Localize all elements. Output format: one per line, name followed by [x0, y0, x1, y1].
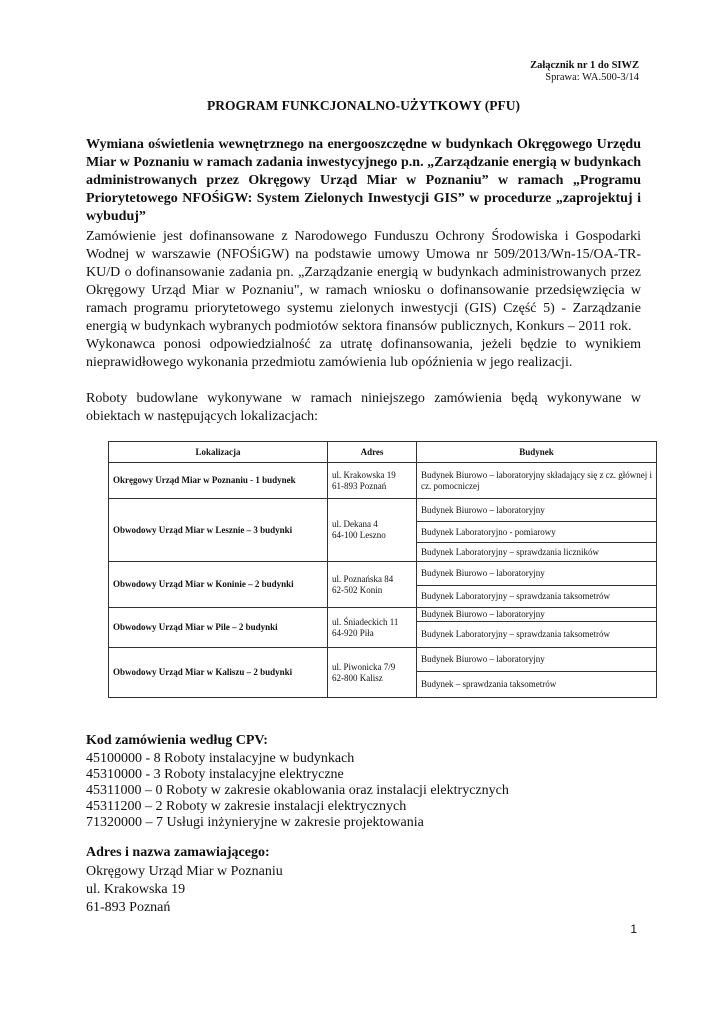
locations-intro-paragraph: Roboty budowlane wykonywane w ramach niniejszego zamówienia będą wykonywane w obiektach w następujących lokalizacjach:: [86, 391, 641, 424]
building-cell: Budynek Laboratoryjny – sprawdzania liczników: [417, 543, 657, 562]
address-city: 64-920 Piła: [332, 627, 374, 638]
liability-paragraph: Wykonawca ponosi odpowiedzialność za utratę dofinansowania, jeżeli będzie to wynikiem nieprawidłowego wykonania przedmiotu zamówienia lub opóźnienia w jego realizacji.: [86, 337, 641, 370]
table-row: [109, 648, 657, 672]
case-number: Sprawa: WA.500-3/14: [545, 72, 639, 83]
address-street: ul. Piwonicka 7/9: [332, 661, 396, 672]
document-title: PROGRAM FUNKCJONALNO-UŻYTKOWY (PFU): [207, 98, 520, 113]
address-city: 64-100 Leszno: [332, 530, 386, 540]
table-row: [109, 562, 657, 586]
orderer-title: Adres i nazwa zamawiającego:: [86, 845, 270, 860]
table-header-row: [109, 442, 657, 463]
building-cell: Budynek Biurowo – laboratoryjny składający się z cz. głównej i cz. pomocniczej: [417, 463, 657, 499]
header-building: Budynek: [417, 442, 657, 463]
address-street: ul. Krakowska 19: [332, 469, 396, 480]
address-city: 61-893 Poznań: [332, 480, 387, 491]
cpv-code: 71320000 – 7 Usługi inżynieryjne w zakresie projektowania: [86, 815, 424, 830]
address-street: ul. Dekana 4: [332, 519, 378, 529]
address-city: 62-800 Kalisz: [332, 672, 383, 683]
address-cell: [328, 648, 417, 698]
header-location: Lokalizacja: [109, 442, 328, 463]
building-cell: Budynek Biurowo – laboratoryjny: [417, 648, 657, 672]
address-city: 62-502 Konin: [332, 584, 383, 595]
address-street: ul. Poznańska 84: [332, 573, 394, 584]
orderer-street: ul. Krakowska 19: [86, 882, 186, 897]
address-street: ul. Śniadeckich 11: [332, 616, 399, 627]
address-cell: [328, 499, 417, 562]
cpv-title: Kod zamówienia według CPV:: [86, 733, 268, 748]
address-cell: [328, 463, 417, 499]
table-row: [109, 499, 657, 522]
location-cell: Obwodowy Urząd Miar w Kaliszu – 2 budynki: [109, 648, 328, 698]
funding-paragraph: Zamówienie jest dofinansowane z Narodowego Funduszu Ochrony Środowiska i Gospodarki Wodnej w warszawie (NFOŚiGW) na podstawie umowy Umowa nr 509/2013/Wn-15/OA-TR-KU/D o dofinansowanie zadania pn. „Zarządzanie energią w budynkach administrowanych przez Okręgowy Urząd Miar w Poznaniu", w ramach wniosku o dofinansowanie przedsięwzięcia w ramach programu priorytetowego systemu zielonych inwestycji (GIS) Część 5) - Zarządzanie energią w budynkach wybranych podmiotów sektora finansów publicznych, Konkurs – 2011 rok.: [86, 229, 641, 334]
building-cell: Budynek Laboratoryjny – sprawdzania taksometrów: [417, 586, 657, 608]
orderer-city: 61-893 Poznań: [86, 900, 171, 915]
orderer-address: [86, 863, 283, 917]
address-cell: [328, 608, 417, 648]
lead-paragraph: Wymiana oświetlenia wewnętrznego na energooszczędne w budynkach Okręgowego Urzędu Miar w Poznaniu w ramach zadania inwestycyjnego p.n. „Zarządzanie energią w budynkach administrowanych przez Okręgowy Urząd Miar w Poznaniu” w ramach „Programu Priorytetowego NFOŚiGW: System Zielonych Inwestycji GIS” w procedurze „zaprojektuj i wybuduj”: [86, 137, 641, 224]
building-cell: Budynek Biurowo – laboratoryjny: [417, 499, 657, 522]
location-cell: Okręgowy Urząd Miar w Poznaniu - 1 budynek: [109, 463, 328, 499]
locations-table: [108, 441, 657, 698]
table-row: [109, 608, 657, 622]
header-address: Adres: [328, 442, 417, 463]
location-cell: Obwodowy Urząd Miar w Pile – 2 budynki: [109, 608, 328, 648]
table-row: [109, 463, 657, 499]
orderer-name: Okręgowy Urząd Miar w Poznaniu: [86, 864, 283, 879]
cpv-code: 45311200 – 2 Roboty w zakresie instalacji elektrycznych: [86, 799, 407, 814]
attachment-label: Załącznik nr 1 do SIWZ: [530, 60, 639, 71]
page-number: 1: [630, 922, 637, 936]
cpv-code: 45310000 - 3 Roboty instalacyjne elektryczne: [86, 767, 344, 782]
building-cell: Budynek Laboratoryjny – sprawdzania taksometrów: [417, 622, 657, 648]
address-cell: [328, 562, 417, 608]
building-cell: Budynek Biurowo – laboratoryjny: [417, 608, 657, 622]
cpv-code-list: [86, 751, 509, 831]
cpv-code: 45311000 – 0 Roboty w zakresie okablowania oraz instalacji elektrycznych: [86, 783, 509, 798]
location-cell: Obwodowy Urząd Miar w Koninie – 2 budynki: [109, 562, 328, 608]
building-cell: Budynek Biurowo – laboratoryjny: [417, 562, 657, 586]
cpv-code: 45100000 - 8 Roboty instalacyjne w budynkach: [86, 751, 355, 766]
location-cell: Obwodowy Urząd Miar w Lesznie – 3 budynki: [109, 499, 328, 562]
building-cell: Budynek – sprawdzania taksometrów: [417, 672, 657, 698]
building-cell: Budynek Laboratoryjno - pomiarowy: [417, 522, 657, 543]
